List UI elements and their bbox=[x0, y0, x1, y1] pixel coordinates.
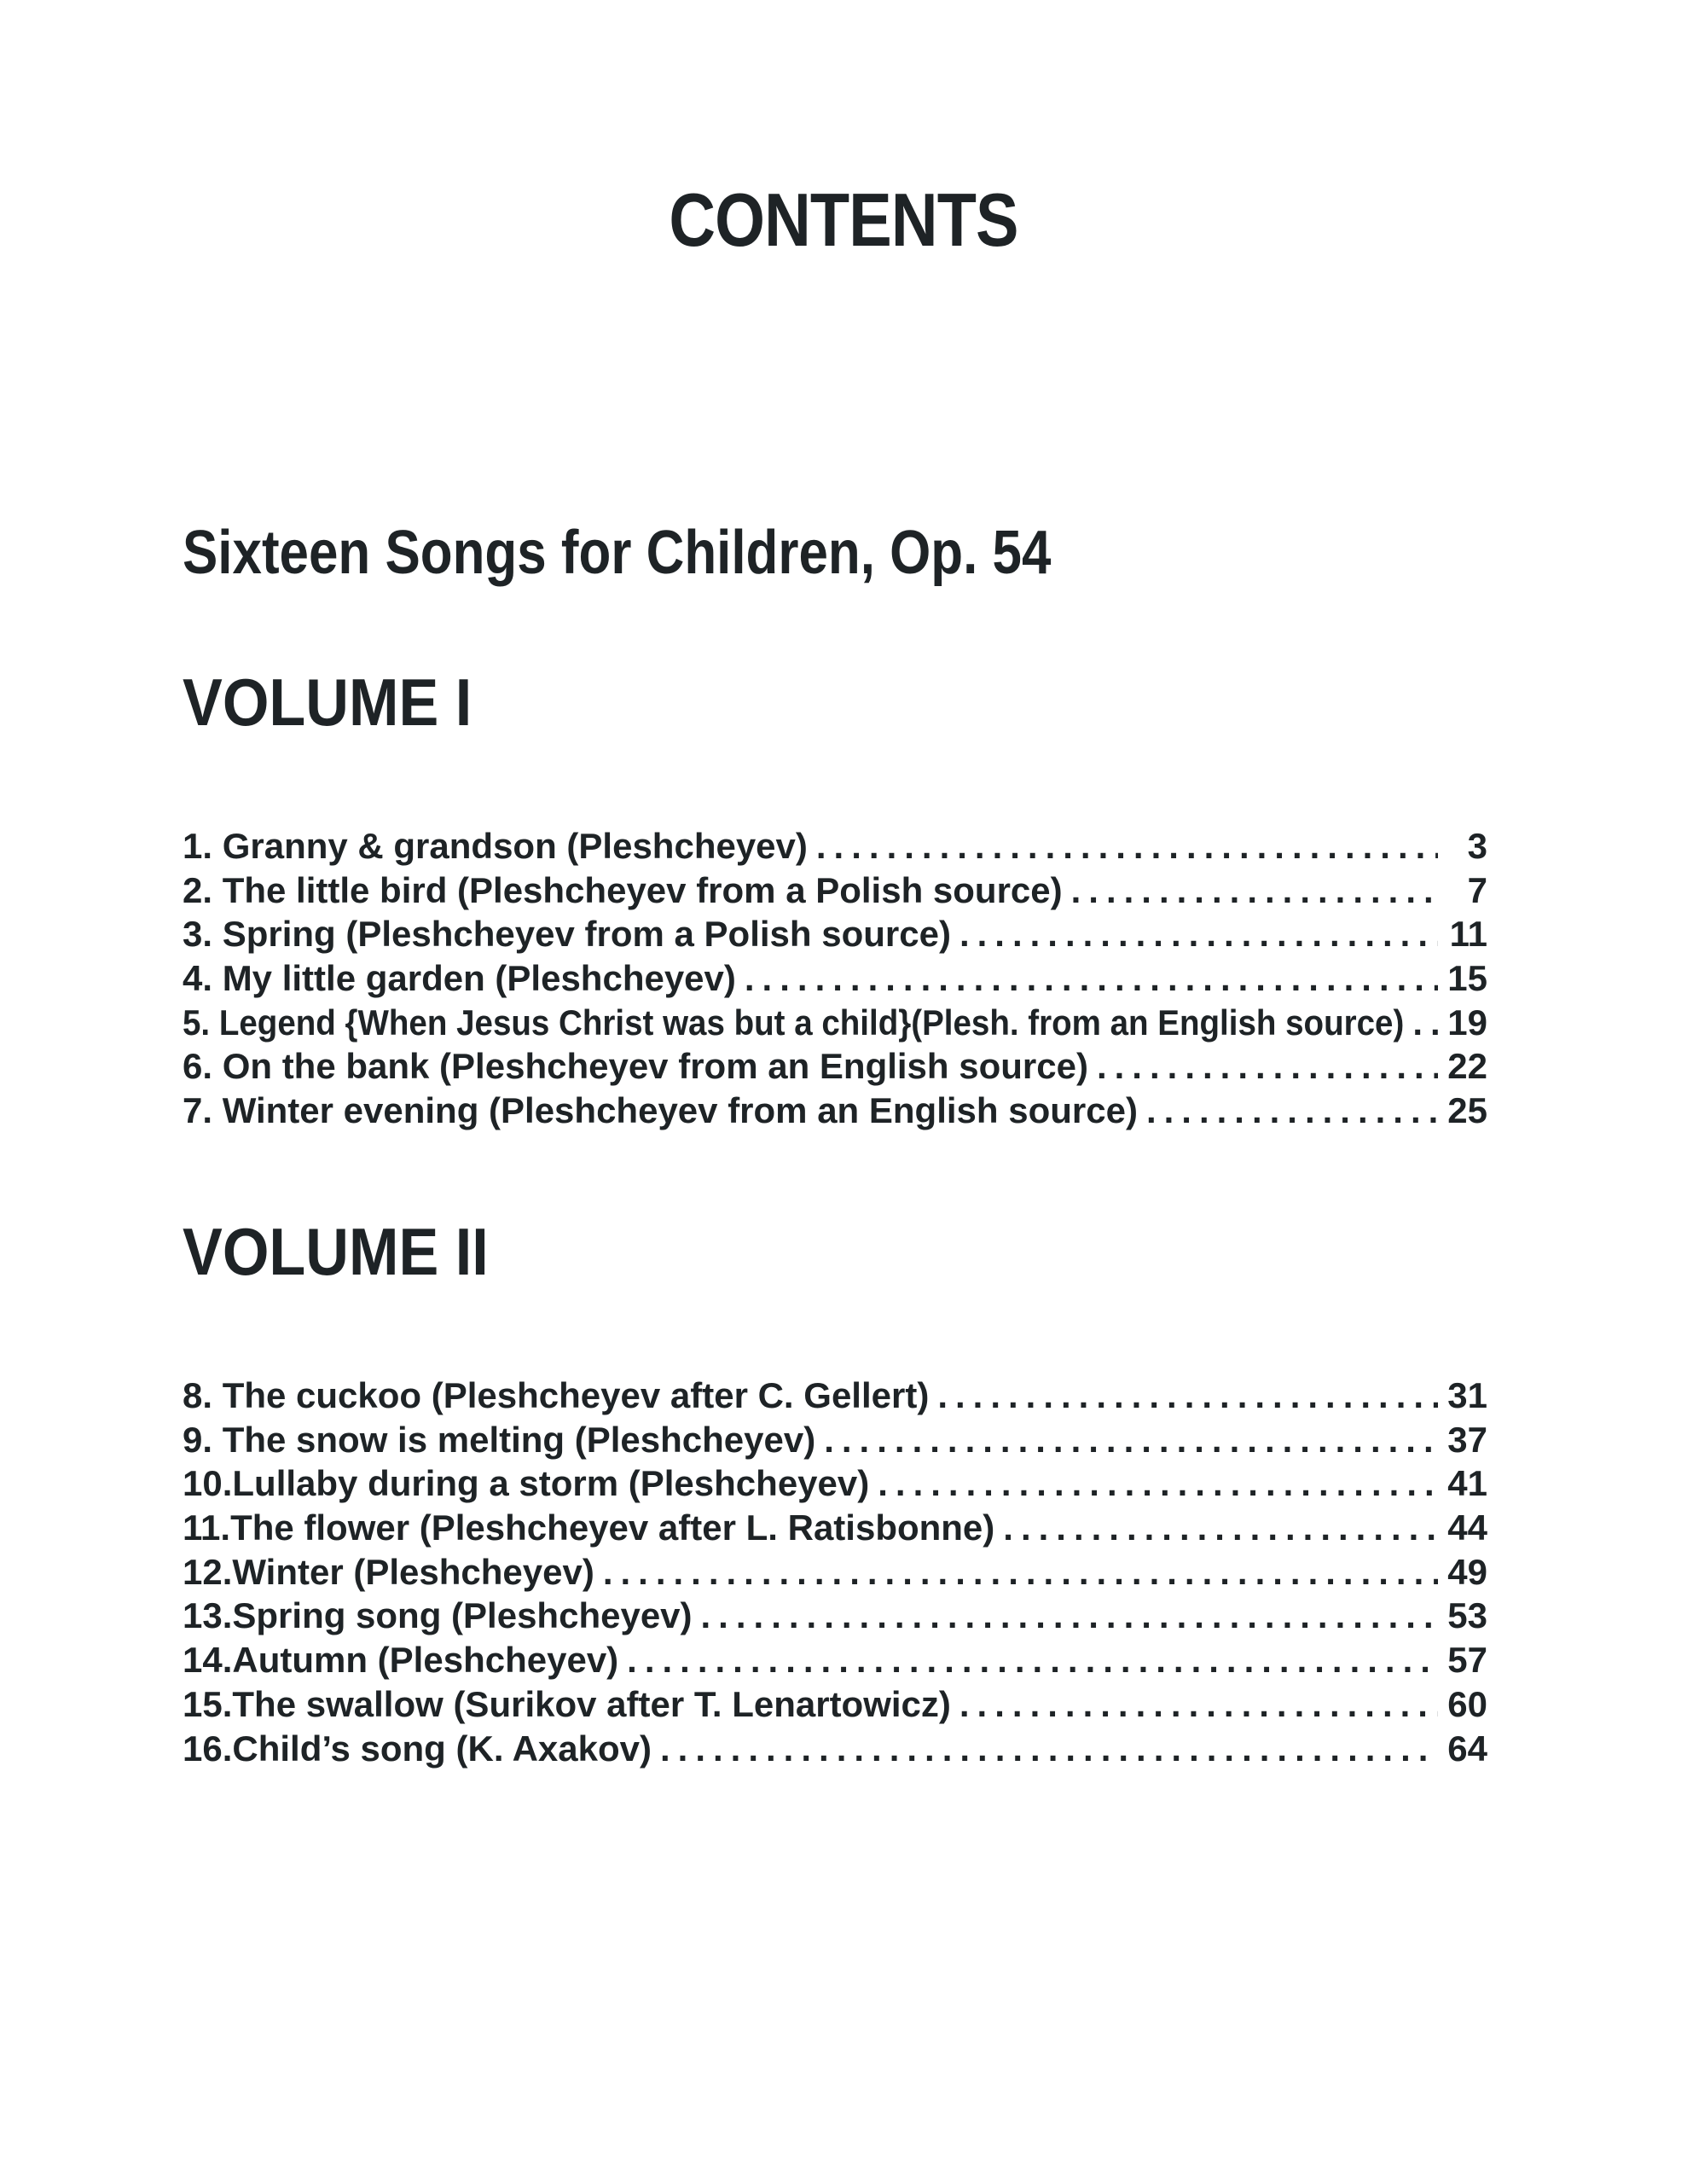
toc-entry[interactable] bbox=[183, 1461, 1487, 1506]
dot-leader bbox=[937, 1374, 1438, 1418]
toc-entry-title: 13.Spring song (Pleshcheyev) bbox=[183, 1595, 693, 1636]
toc-entry-page: 57 bbox=[1447, 1640, 1487, 1681]
dot-leader bbox=[959, 1682, 1438, 1727]
toc-entry-title: 4. My little garden (Pleshcheyev) bbox=[183, 958, 736, 999]
toc-entry-title: 14.Autumn (Pleshcheyev) bbox=[183, 1640, 619, 1681]
volume-1-heading: VOLUME I bbox=[183, 665, 472, 740]
toc-entry[interactable] bbox=[183, 1638, 1487, 1682]
volume-2-toc-list bbox=[183, 1374, 1487, 1770]
toc-entry[interactable] bbox=[183, 1374, 1487, 1418]
toc-entry-title: 11.The flower (Pleshcheyev after L. Ratisbonne) bbox=[183, 1507, 995, 1548]
toc-entry-title: 7. Winter evening (Pleshcheyev from an English source) bbox=[183, 1090, 1138, 1131]
toc-entry-page: 25 bbox=[1447, 1090, 1487, 1131]
toc-entry[interactable] bbox=[183, 868, 1487, 913]
toc-entry-page: 53 bbox=[1447, 1595, 1487, 1636]
toc-entry-page: 22 bbox=[1447, 1046, 1487, 1087]
toc-entry-title: 3. Spring (Pleshcheyev from a Polish source) bbox=[183, 914, 951, 955]
toc-entry[interactable] bbox=[183, 1001, 1487, 1045]
dot-leader bbox=[878, 1461, 1438, 1506]
dot-leader bbox=[959, 912, 1438, 956]
toc-entry[interactable] bbox=[183, 1550, 1487, 1594]
dot-leader bbox=[1097, 1044, 1438, 1089]
toc-entry[interactable] bbox=[183, 1089, 1487, 1133]
dot-leader bbox=[1071, 868, 1438, 913]
toc-entry-title: 9. The snow is melting (Pleshcheyev) bbox=[183, 1419, 816, 1460]
toc-entry-page: 19 bbox=[1447, 1002, 1487, 1043]
toc-entry-title: 8. The cuckoo (Pleshcheyev after C. Gellert) bbox=[183, 1375, 930, 1415]
toc-entry-title: 6. On the bank (Pleshcheyev from an English source) bbox=[183, 1046, 1088, 1087]
toc-entry-page: 11 bbox=[1449, 914, 1487, 955]
dot-leader bbox=[816, 824, 1438, 868]
toc-entry-title: 16.Child’s song (K. Axakov) bbox=[183, 1728, 652, 1769]
toc-entry-page: 7 bbox=[1467, 869, 1487, 910]
toc-entry[interactable] bbox=[183, 824, 1487, 868]
dot-leader bbox=[1146, 1089, 1438, 1133]
collection-title: Sixteen Songs for Children, Op. 54 bbox=[183, 519, 1052, 587]
toc-entry-title: 15.The swallow (Surikov after T. Lenartowicz) bbox=[183, 1683, 951, 1724]
volume-1-toc-list bbox=[183, 824, 1487, 1133]
toc-entry-page: 31 bbox=[1447, 1375, 1487, 1415]
toc-entry[interactable] bbox=[183, 1506, 1487, 1550]
toc-entry-title: 1. Granny & grandson (Pleshcheyev) bbox=[183, 826, 808, 866]
dot-leader bbox=[1003, 1506, 1438, 1550]
page-title: CONTENTS bbox=[669, 177, 1018, 262]
dot-leader bbox=[603, 1550, 1438, 1594]
toc-entry-title: 2. The little bird (Pleshcheyev from a Polish source) bbox=[183, 869, 1063, 910]
toc-entry-page: 37 bbox=[1447, 1419, 1487, 1460]
toc-entry-title: 10.Lullaby during a storm (Pleshcheyev) bbox=[183, 1463, 870, 1504]
toc-entry-page: 3 bbox=[1467, 826, 1487, 866]
toc-entry-page: 64 bbox=[1447, 1728, 1487, 1769]
toc-entry[interactable] bbox=[183, 1044, 1487, 1089]
toc-entry[interactable] bbox=[183, 1594, 1487, 1638]
dot-leader bbox=[660, 1727, 1438, 1771]
dot-leader bbox=[824, 1418, 1438, 1462]
toc-entry-title: 12.Winter (Pleshcheyev) bbox=[183, 1551, 594, 1592]
dot-leader bbox=[745, 956, 1438, 1001]
toc-entry[interactable] bbox=[183, 956, 1487, 1001]
toc-entry-page: 49 bbox=[1447, 1551, 1487, 1592]
dot-leader bbox=[1412, 1001, 1438, 1045]
dot-leader bbox=[701, 1594, 1438, 1638]
toc-entry[interactable] bbox=[183, 912, 1487, 956]
toc-entry-title: 5. Legend {When Jesus Christ was but a child}(Plesh. from an English source) bbox=[183, 1002, 1405, 1043]
volume-2-heading: VOLUME II bbox=[183, 1214, 489, 1289]
toc-entry-page: 15 bbox=[1447, 958, 1487, 999]
toc-entry[interactable] bbox=[183, 1727, 1487, 1771]
toc-entry[interactable] bbox=[183, 1418, 1487, 1462]
toc-entry[interactable] bbox=[183, 1682, 1487, 1727]
dot-leader bbox=[627, 1638, 1438, 1682]
toc-entry-page: 41 bbox=[1447, 1463, 1487, 1504]
toc-entry-page: 60 bbox=[1447, 1683, 1487, 1724]
toc-entry-page: 44 bbox=[1447, 1507, 1487, 1548]
